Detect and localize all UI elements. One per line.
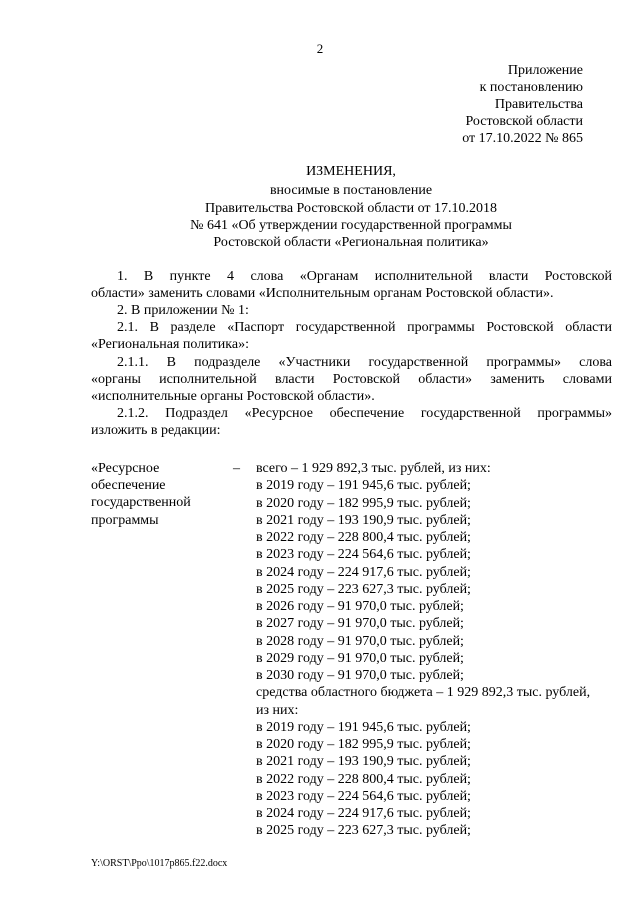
resource-value-line: в 2029 году – 91 970,0 тыс. рублей; <box>256 650 464 666</box>
resource-value-line: из них: <box>256 702 299 718</box>
footer-file-path: Y:\ORST\Ppo\1017p865.f22.docx <box>91 858 228 869</box>
paragraph-2-1-2-cont: изложить в редакции: <box>91 423 221 438</box>
appendix-line: Правительства <box>494 97 583 112</box>
resource-value-line: в 2020 году – 182 995,9 тыс. рублей; <box>256 495 471 511</box>
resource-label: «Ресурсное <box>91 461 160 476</box>
resource-value-line: в 2025 году – 223 627,3 тыс. рублей; <box>256 823 471 839</box>
resource-label: государственной <box>91 495 191 510</box>
resource-value-line: в 2024 году – 224 917,6 тыс. рублей; <box>256 806 471 821</box>
resource-label: программы <box>91 513 159 528</box>
paragraph-2-1-1-cont: «исполнительные органы Ростовской области». <box>91 389 375 404</box>
resource-value-line: в 2024 году – 224 917,6 тыс. рублей; <box>256 564 471 580</box>
resource-value-line: в 2023 году – 224 564,6 тыс. рублей; <box>256 547 471 563</box>
title-line: № 641 «Об утверждении государственной программы <box>190 218 512 233</box>
resource-value-line: в 2021 году – 193 190,9 тыс. рублей; <box>256 512 471 528</box>
appendix-line: Приложение <box>507 63 583 78</box>
appendix-line: от 17.10.2022 № 865 <box>462 131 583 146</box>
title-line: Ростовской области «Региональная политика» <box>213 235 489 250</box>
resource-value-line: в 2023 году – 224 564,6 тыс. рублей; <box>256 788 471 804</box>
resource-value-line: в 2019 году – 191 945,6 тыс. рублей; <box>256 719 471 735</box>
resource-value-line: в 2019 году – 191 945,6 тыс. рублей; <box>256 478 471 494</box>
resource-value-line: в 2025 году – 223 627,3 тыс. рублей; <box>256 581 471 597</box>
paragraph-2-1-cont: «Региональная политика»: <box>91 337 249 352</box>
title-line: Правительства Ростовской области от 17.10.2018 <box>204 201 498 216</box>
resource-value-line: в 2028 году – 91 970,0 тыс. рублей; <box>256 633 464 649</box>
appendix-line: к постановлению <box>479 80 583 95</box>
resource-value-line: в 2026 году – 91 970,0 тыс. рублей; <box>256 599 464 614</box>
document-title: ИЗМЕНЕНИЯ, <box>306 164 396 179</box>
paragraph-2-1-1-cont: «органы исполнительной власти Ростовской области» заменить словами <box>91 372 612 387</box>
paragraph-1-cont: области» заменить словами «Исполнительным органам Ростовской области». <box>91 286 554 301</box>
resource-value-line: в 2022 году – 228 800,4 тыс. рублей; <box>256 530 471 545</box>
page-number: 2 <box>316 41 324 56</box>
resource-value-line: в 2030 году – 91 970,0 тыс. рублей; <box>256 668 464 683</box>
resource-value-line: в 2021 году – 193 190,9 тыс. рублей; <box>256 754 471 770</box>
appendix-line: Ростовской области <box>465 114 583 129</box>
paragraph-1: 1. В пункте 4 слова «Органам исполнительной власти Ростовской <box>117 269 612 284</box>
paragraph-2-1-1: 2.1.1. В подразделе «Участники государственной программы» слова <box>117 355 612 370</box>
resource-dash: – <box>233 461 240 476</box>
paragraph-2-1-2: 2.1.2. Подраздел «Ресурсное обеспечение государственной программы» <box>117 406 612 421</box>
resource-label: обеспечение <box>91 478 166 493</box>
resource-value-line: в 2020 году – 182 995,9 тыс. рублей; <box>256 737 471 752</box>
resource-value-line: в 2022 году – 228 800,4 тыс. рублей; <box>256 771 471 787</box>
paragraph-2-1: 2.1. В разделе «Паспорт государственной программы Ростовской области <box>117 320 612 335</box>
resource-value-line: всего – 1 929 892,3 тыс. рублей, из них: <box>256 461 491 476</box>
resource-value-line: в 2027 году – 91 970,0 тыс. рублей; <box>256 616 464 632</box>
resource-value-line: средства областного бюджета – 1 929 892,3 тыс. рублей, <box>256 685 591 701</box>
title-line: вносимые в постановление <box>269 183 433 198</box>
paragraph-2: 2. В приложении № 1: <box>117 303 249 318</box>
